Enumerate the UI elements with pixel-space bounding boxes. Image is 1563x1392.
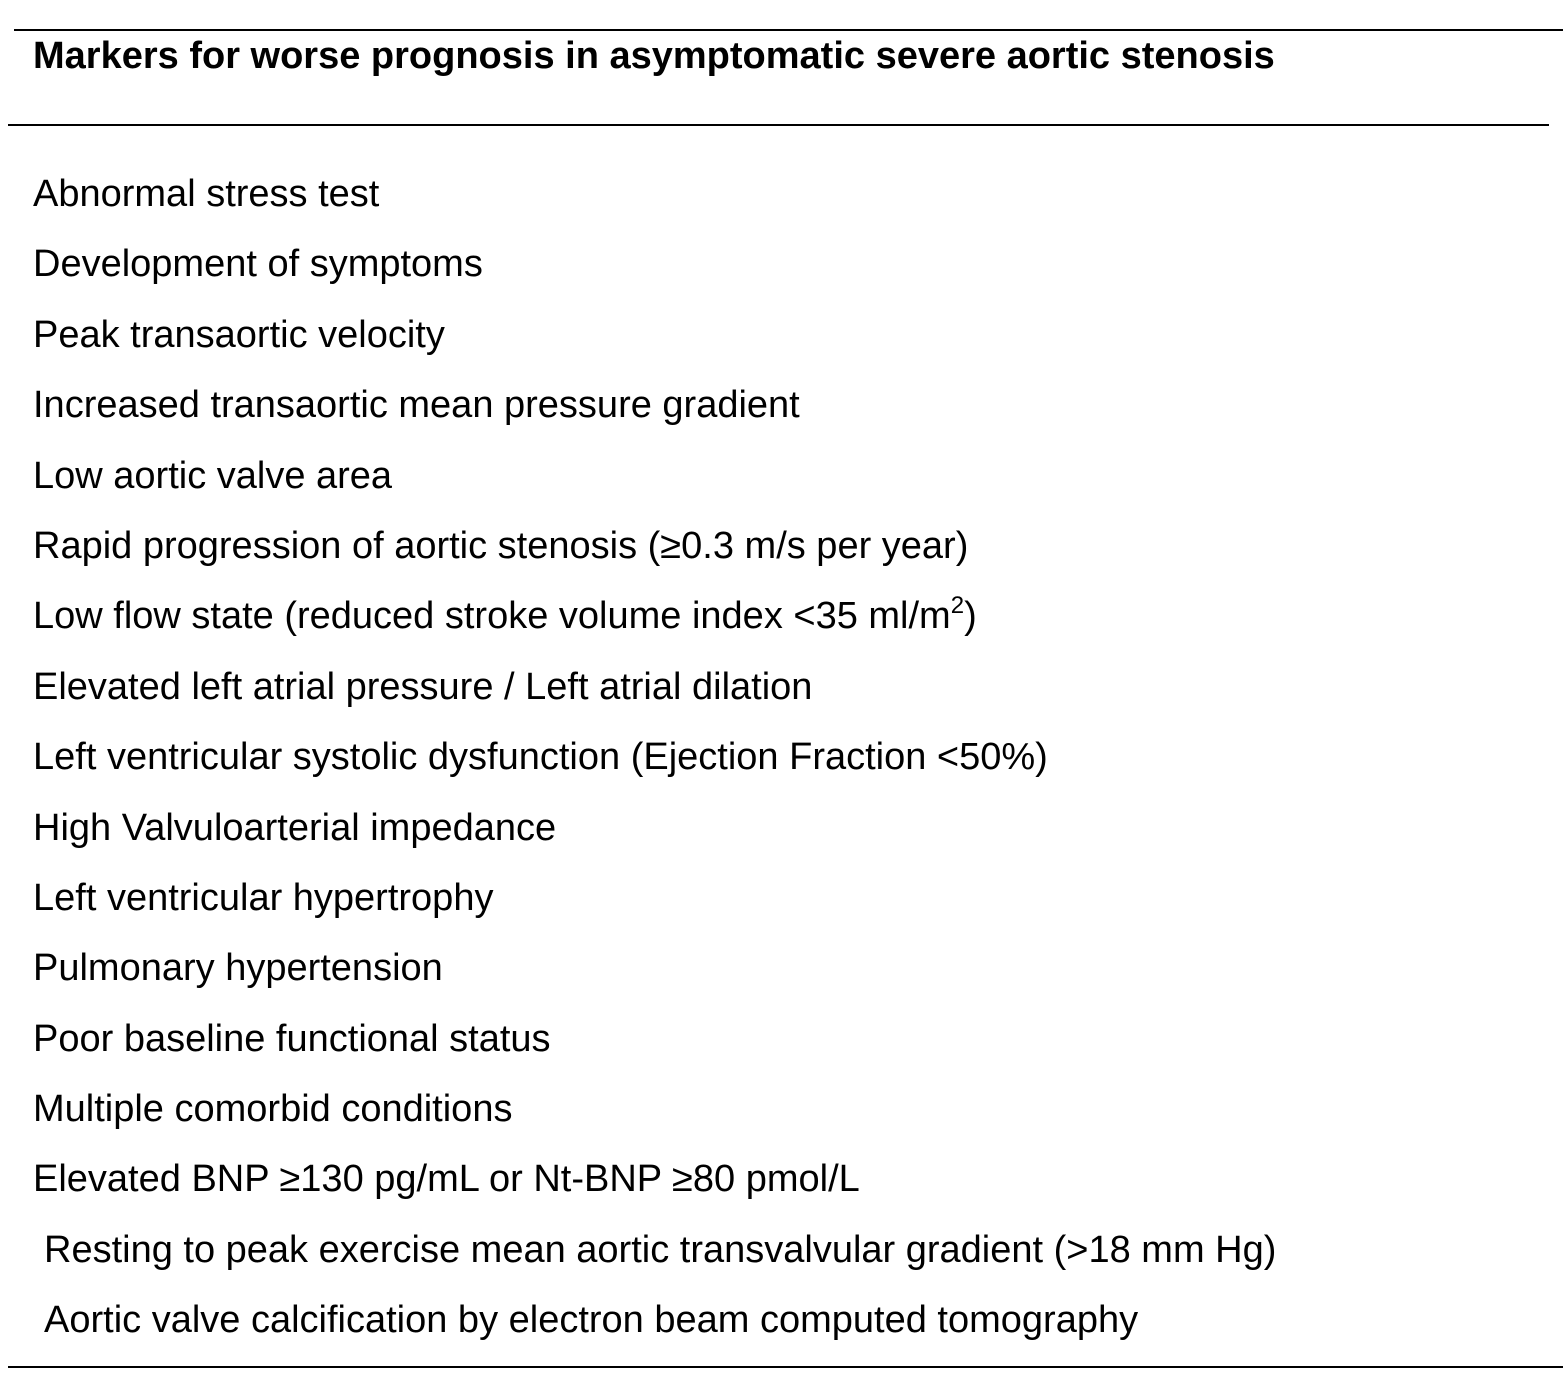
table-row: Low aortic valve area [33,454,393,497]
table-row: Elevated left atrial pressure / Left atrial dilation [33,665,813,708]
table-row: Aortic valve calcification by electron beam computed tomography [44,1299,1139,1342]
table-top-rule [14,29,1563,31]
table-header-rule [8,124,1549,126]
table-row: High Valvuloarterial impedance [33,806,557,849]
table-row: Left ventricular hypertrophy [33,876,494,919]
superscript: 2 [950,591,965,619]
row-text-suffix: ) [964,595,977,638]
table-row: Pulmonary hypertension [33,947,443,990]
table-row: Elevated BNP ≥130 pg/mL or Nt-BNP ≥80 pmol/L [33,1158,860,1201]
table-row: Increased transaortic mean pressure gradient [33,384,800,427]
marker-list [33,171,1276,1368]
table-row: Rapid progression of aortic stenosis (≥0.3 m/s per year) [33,524,969,567]
table-bottom-rule [8,1366,1563,1368]
table-row: Resting to peak exercise mean aortic transvalvular gradient (>18 mm Hg) [44,1228,1277,1271]
table-row: Abnormal stress test [33,173,380,215]
table-row: Peak transaortic velocity [33,313,445,356]
table-row: Multiple comorbid conditions [33,1088,513,1131]
table-row: Poor baseline functional status [33,1017,551,1060]
table-row: Development of symptoms [33,243,483,286]
row-text: Low flow state (reduced stroke volume index <35 ml/m [33,595,951,638]
table-title: Markers for worse prognosis in asymptomatic severe aortic stenosis [33,35,1275,77]
table-row [33,593,1276,663]
table-row: Left ventricular systolic dysfunction (Ejection Fraction <50%) [33,736,1048,779]
